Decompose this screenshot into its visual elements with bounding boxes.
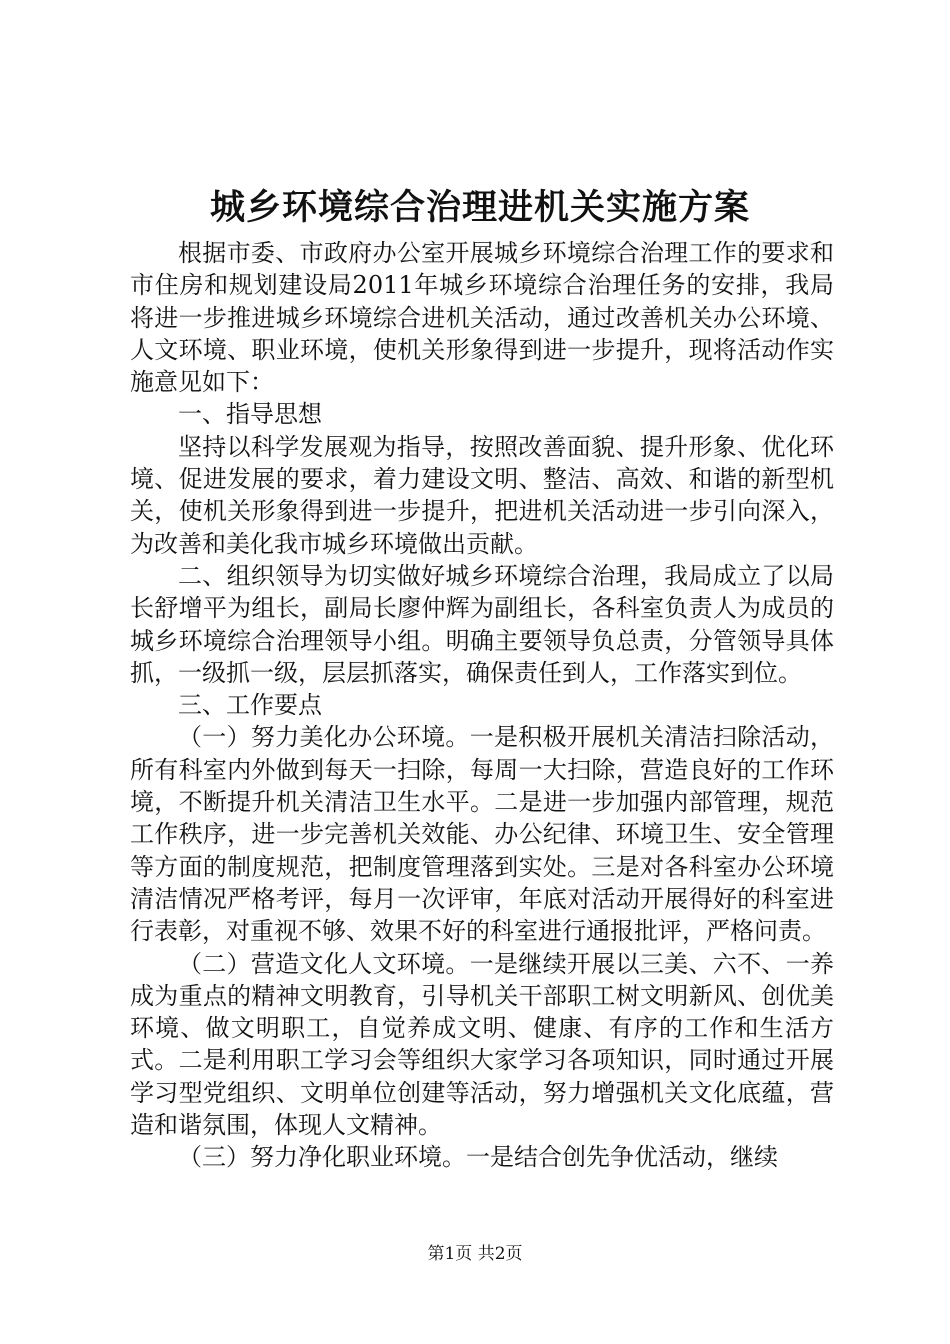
intro-paragraph: 根据市委、市政府办公室开展城乡环境综合治理工作的要求和市住房和规划建设局2011年城乡环境综合治理任务的安排，我局将进一步推进城乡环境综合进机关活动，通过改善机关办公环境、人文环境、职业环境，使机关形象得到进一步提升，现将活动作实施意见如下： [130,239,834,397]
page-footer: 第1页 共2页 [427,1244,523,1264]
cultural-environment-paragraph: （二）营造文化人文环境。一是继续开展以三美、六不、一养成为重点的精神文明教育，引导机关干部职工树文明新风、创优美环境、做文明职工，自觉养成文明、健康、有序的工作和生活方式。二是利用职工学习会等组织大家学习各项知识，同时通过开展学习型党组织、文明单位创建等活动，努力增强机关文化底蕴，营造和谐氛围，体现人文精神。 [130,949,834,1140]
guiding-thought-paragraph: 坚持以科学发展观为指导，按照改善面貌、提升形象、优化环境、促进发展的要求，着力建设文明、整洁、高效、和谐的新型机关，使机关形象得到进一步提升，把进机关活动进一步引向深入，为改善和美化我市城乡环境做出贡献。 [130,432,834,558]
document-body [130,237,834,1174]
section-heading-guiding-thought: 一、指导思想 [178,400,322,429]
section-heading-work-points: 三、工作要点 [178,691,322,720]
office-environment-paragraph: （一）努力美化办公环境。一是积极开展机关清洁扫除活动，所有科室内外做到每天一扫除，每周一大扫除，营造良好的工作环境，不断提升机关清洁卫生水平。二是进一步加强内部管理，规范工作秩序，进一步完善机关效能、办公纪律、环境卫生、安全管理等方面的制度规范，把制度管理落到实处。三是对各科室办公环境清洁情况严格考评，每月一次评审，年底对活动开展得好的科室进行表彰，对重视不够、效果不好的科室进行通报批评，严格问责。 [130,723,834,946]
organization-paragraph: 二、组织领导为切实做好城乡环境综合治理，我局成立了以局长舒增平为组长，副局长廖仲辉为副组长，各科室负责人为成员的城乡环境综合治理领导小组。明确主要领导负总责，分管领导具体抓，一级抓一级，层层抓落实，确保责任到人，工作落实到位。 [130,561,834,687]
document-title: 城乡环境综合治理进机关实施方案 [209,187,750,228]
professional-environment-paragraph: （三）努力净化职业环境。一是结合创先争优活动，继续 [178,1143,778,1172]
